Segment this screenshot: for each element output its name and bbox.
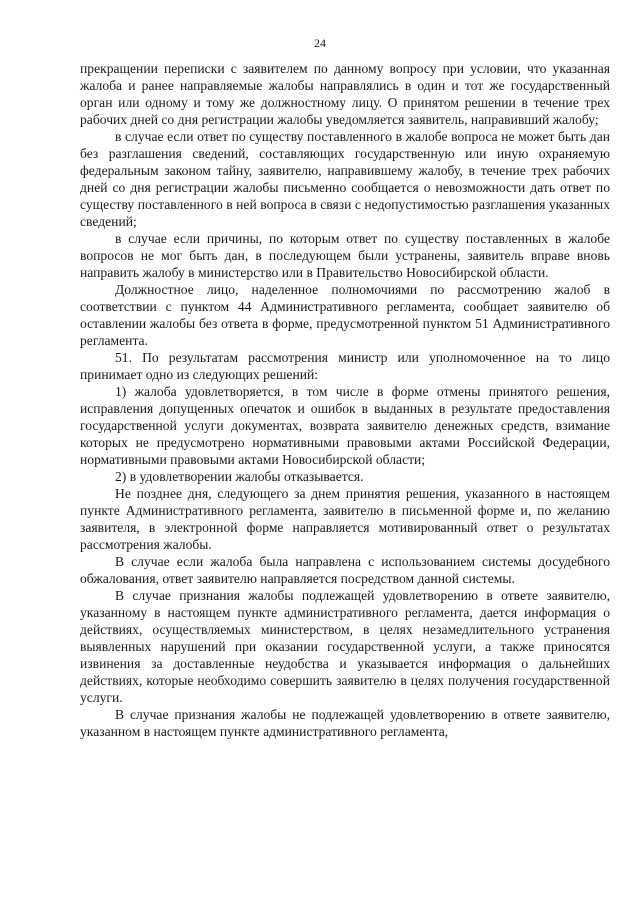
body-text <box>80 60 610 740</box>
paragraph-continuation: прекращении переписки с заявителем по данному вопросу при условии, что указанная жалоба и ранее направляемые жалобы направлялись в один и тот же государственный орган или одному и тому же должностному лицу. О принятом решении в течение трех рабочих дней со дня регистрации жалобы уведомляется заявитель, направивший жалобу; <box>80 61 610 127</box>
paragraph-clause-51: 51. По результатам рассмотрения министр или уполномоченное на то лицо принимает одно из следующих решений: <box>80 350 610 382</box>
paragraph: в случае если ответ по существу поставленного в жалобе вопроса не может быть дан без разглашения сведений, составляющих государственную или иную охраняемую федеральным законом тайну, заявителю, направившему жалобу, в течение трех рабочих дней со дня регистрации жалобы письменно сообщается о невозможности дать ответ по существу поставленного в ней вопроса в связи с недопустимостью разглашения указанных сведений; <box>80 129 610 229</box>
paragraph: В случае признания жалобы не подлежащей удовлетворению в ответе заявителю, указанном в настоящем пункте административного регламента, <box>80 707 610 739</box>
paragraph: В случае признания жалобы подлежащей удовлетворению в ответе заявителю, указанному в настоящем пункте административного регламента, дается информация о действиях, осуществляемых министерством, в целях незамедлительного устранения выявленных нарушений при оказании государственной услуги, а также приносятся извинения за доставленные неудобства и указывается информация о дальнейших действиях, которые необходимо совершить заявителю в целях получения государственной услуги. <box>80 588 610 705</box>
paragraph: Не позднее дня, следующего за днем принятия решения, указанного в настоящем пункте Административного регламента, заявителю в письменной форме и, по желанию заявителя, в электронной форме направляется мотивированный ответ о результатах рассмотрения жалобы. <box>80 486 610 552</box>
page-number: 24 <box>314 36 326 50</box>
paragraph-list-item-1: 1) жалоба удовлетворяется, в том числе в форме отмены принятого решения, исправления допущенных опечаток и ошибок в выданных в результате предоставления государственной услуги документах, возврата заявителю денежных средств, взимание которых не предусмотрено нормативными правовыми актами Российской Федерации, нормативными правовыми актами Новосибирской области; <box>80 384 610 467</box>
paragraph: Должностное лицо, наделенное полномочиями по рассмотрению жалоб в соответствии с пунктом 44 Административного регламента, сообщает заявителю об оставлении жалобы без ответа в форме, предусмотренной пунктом 51 Административного регламента. <box>80 282 610 348</box>
paragraph: в случае если причины, по которым ответ по существу поставленных в жалобе вопросов не мог быть дан, в последующем были устранены, заявитель вправе вновь направить жалобу в министерство или в Правительство Новосибирской области. <box>80 231 610 280</box>
paragraph: В случае если жалоба была направлена с использованием системы досудебного обжалования, ответ заявителю направляется посредством данной системы. <box>80 554 610 586</box>
paragraph-list-item-2: 2) в удовлетворении жалобы отказывается. <box>115 469 364 484</box>
